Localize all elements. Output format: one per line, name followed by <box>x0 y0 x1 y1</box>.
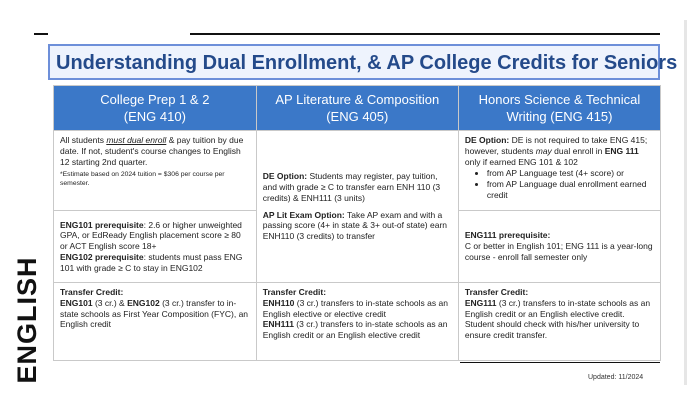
emphasis-text: must dual enroll <box>106 135 167 145</box>
cell-college-prep-prereq: ENG101 prerequisite: 2.6 or higher unweighted GPA, or EdReady English placement score ≥ 80 or ACT English score 18+ ENG102 prerequisite: students must pass ENG 101 with grade ≥ C to stay in ENG102 <box>54 211 257 283</box>
column-name-line2: Writing <box>506 109 547 124</box>
de-option-text: DE Option: Students may register, pay tuition, and with grade ≥ C to transfer earn ENH 110 (3 credits) & ENH111 (3 units) <box>262 171 441 203</box>
column-code: (ENG 415) <box>550 109 613 124</box>
side-label: ENGLISH <box>12 256 42 384</box>
page-title: Understanding Dual Enrollment, & AP College Credits for Seniors <box>56 52 678 74</box>
updated-date: Updated: 11/2024 <box>588 374 644 381</box>
column-code: (ENG 405) <box>326 109 389 124</box>
cell-college-prep-dual-enroll: All students must dual enroll & pay tuition by due date. If not, student's course changes to English 12 starting 2nd quarter. *Estimate based on 2024 tuition = $306 per course per semester. <box>54 131 257 211</box>
column-name: College Prep 1 & 2 <box>100 92 210 107</box>
cell-honors-prereq: ENG111 prerequisite: C or better in English 101; ENG 111 is a year-long course - enroll fall semester only <box>458 211 660 283</box>
column-header-ap-lit <box>256 86 458 131</box>
scrollbar-track[interactable] <box>684 20 687 385</box>
top-rule-short <box>34 33 48 35</box>
table-row-transfer-credit <box>54 283 661 361</box>
column-code: (ENG 410) <box>123 109 186 124</box>
cell-ap-lit-transfer: Transfer Credit: ENH110 (3 cr.) transfers to in-state schools as an English elective or elective credit ENH111 (3 cr.) transfers to in-state schools as an English credit or an English elective credit <box>256 283 458 361</box>
table-header-row <box>54 86 661 131</box>
list-item: • from AP Language dual enrollment earned credit <box>487 179 654 201</box>
table-row-de-options <box>54 131 661 211</box>
cell-ap-lit-options <box>256 131 458 283</box>
cell-honors-transfer: Transfer Credit: ENG111 (3 cr.) transfers to in-state schools as an English credit or an English elective credit. Student should check with his/her university to ensure credit transfer. <box>458 283 660 361</box>
column-header-honors-writing <box>458 86 660 131</box>
cell-honors-de-option: DE Option: DE is not required to take ENG 415; however, students may dual enroll in ENG 111 only if earned ENG 101 & 102 • from AP Language test (4+ score) or • from AP Language dual enrollment earned credit <box>458 131 660 211</box>
credits-table <box>53 85 661 361</box>
cell-college-prep-transfer: Transfer Credit: ENG101 (3 cr.) & ENG102 (3 cr.) transfer to in-state schools as First Year Composition (FYC), an English credit <box>54 283 257 361</box>
tuition-note: *Estimate based on 2024 tuition = $306 per course per semester. <box>60 171 225 187</box>
column-name: Honors Science & Technical <box>478 92 641 107</box>
top-rule-long <box>190 33 660 35</box>
ap-exam-option-text: AP Lit Exam Option: Take AP exam and with a passing score (4+ in state & 3+ out-of state) earn ENH110 (3 credits) to transfer <box>262 209 448 242</box>
column-name: AP Literature & Composition <box>275 92 440 107</box>
column-header-college-prep <box>54 86 257 131</box>
list-item: • from AP Language test (4+ score) or <box>487 168 654 179</box>
ap-language-list <box>465 168 654 200</box>
bottom-rule <box>460 362 660 363</box>
